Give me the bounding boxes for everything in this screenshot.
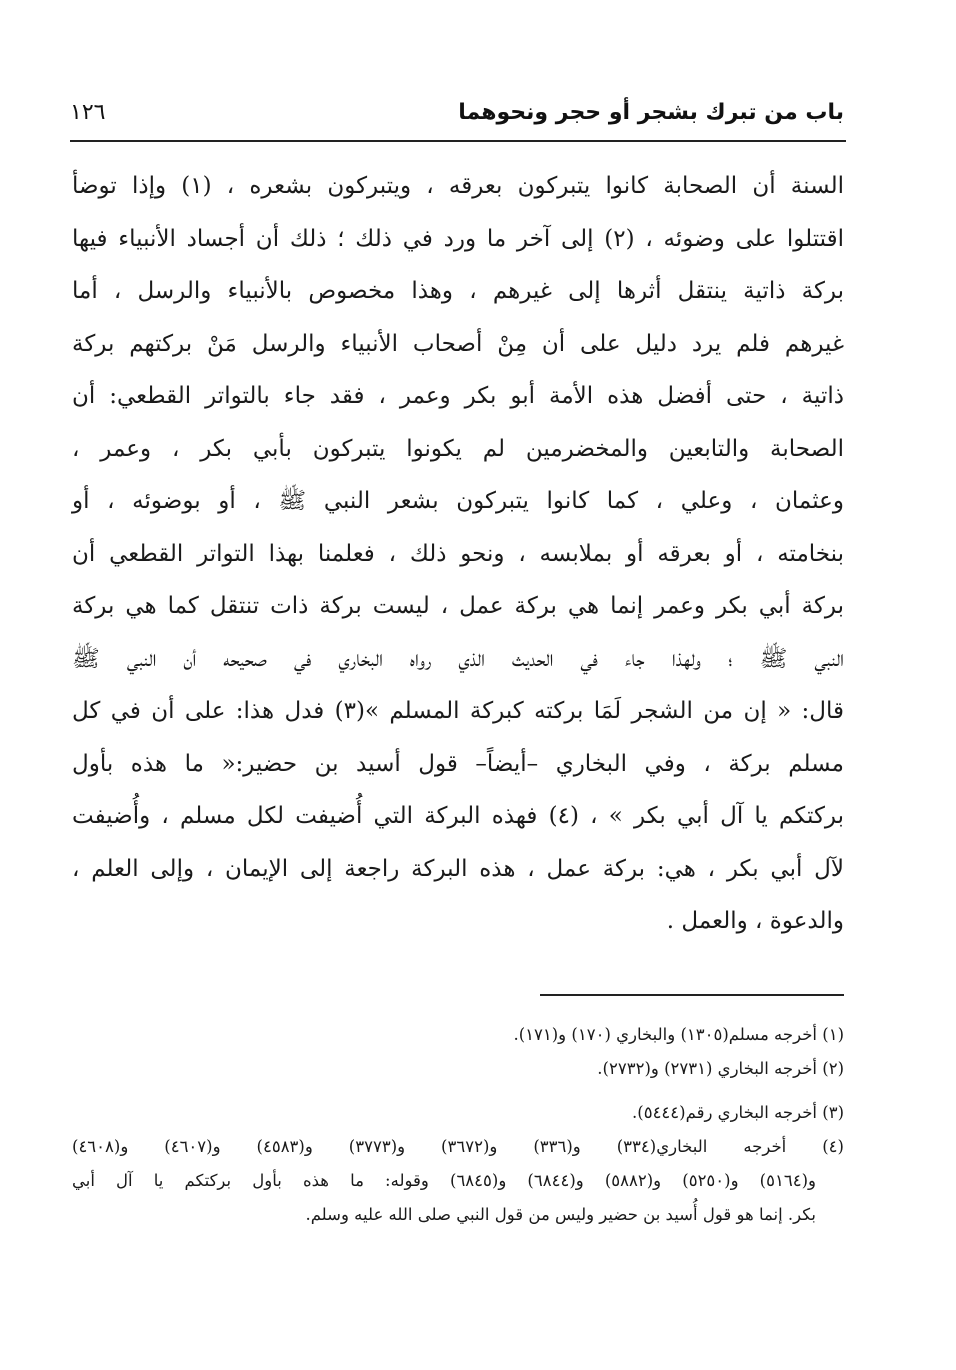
- footnote-4: (٤) أخرجه البخاري(٣٣٤) و(٣٣٦) و(٣٦٧٢) و(٣٧٧٣) و(٤٥٨٣) و(٤٦٠٧) و(٤٦٠٨): [72, 1137, 844, 1156]
- chapter-title: باب من تبرك بشجر أو حجر ونحوهما: [458, 100, 844, 125]
- text-line: الصحابة والتابعين والمخضرمين لم يكونوا يتبركون بأبي بكر ، وعمر ،: [72, 435, 844, 462]
- footnote-gap: [72, 1086, 844, 1096]
- footnote-4-continued: و(٥١٦٤) و(٥٢٥٠) و(٥٨٨٢) و(٦٨٤٤) و(٦٨٤٥) وقوله: ما هذه بأول بركتكم يا آل أبي: [72, 1171, 816, 1190]
- footnote-separator: [540, 994, 844, 996]
- text-line: ذاتية ، حتى أفضل هذه الأمة أبو بكر وعمر ، فقد جاء بالتواتر القطعي: أن: [72, 383, 844, 409]
- footnote-1: (١) أخرجه مسلم(١٣٠٥) والبخاري (١٧٠) و(١٧١).: [513, 1025, 844, 1044]
- footnote-3: (٣) أخرجه البخاري رقم(٥٤٤٤).: [632, 1103, 844, 1122]
- text-line: والدعوة ، والعمل .: [666, 908, 844, 934]
- main-text: [72, 160, 844, 948]
- header-rule: [70, 140, 846, 142]
- text-line: بركة أبي بكر وعمر إنما هي بركة عمل ، ليست بركة ذات تنتقل كما هي بركة: [72, 593, 844, 619]
- text-line: غيرهم فلم يرد دليل على أن مِنْ أصحاب الأنبياء والرسل مَنْ بركتهم بركة: [72, 330, 844, 357]
- text-line: النبي ﷺ ؛ ولهذا جاء في الحديث الذي رواه البخاري في صحيحه أن النبي ﷺ: [72, 645, 844, 672]
- text-line: لآل أبي بكر ، هي: بركة عمل ، هذه البركة راجعة إلى الإيمان ، وإلى العلم ،: [72, 855, 844, 882]
- footnotes: [72, 1018, 844, 1232]
- page-number: ١٢٦: [70, 100, 106, 125]
- text-line: اقتتلوا على وضوئه ، (٢) إلى آخر ما ورد في ذلك ؛ ذلك أن أجساد الأنبياء فيها: [72, 225, 844, 252]
- footnote-2: (٢) أخرجه البخاري (٢٧٣١) و(٢٧٣٢).: [597, 1059, 844, 1078]
- text-line: بركتكم يا آل أبي بكر » ، (٤) فهذه البركة التي أُضيفت لكل مسلم ، وأُضيفت: [72, 803, 844, 829]
- text-line: بنخامته ، أو بعرقه أو بملابسه ، ونحو ذلك ، فعلمنا بهذا التواتر القطعي أن: [72, 540, 844, 567]
- running-header: [70, 98, 844, 134]
- text-line: وعثمان ، وعلي ، كما كانوا يتبركون بشعر النبي ﷺ ، أو بوضوئه ، أو: [72, 488, 844, 514]
- text-line: السنة أن الصحابة كانوا يتبركون بعرقه ، ويتبركون بشعره ، (١) وإذا توضأ: [72, 173, 844, 199]
- text-line: قال: « إن من الشجر لَمَا بركته كبركة المسلم »(٣) فدل هذا: على أن في كل: [72, 698, 845, 724]
- footnote-4-continued: بكر. إنما هو قول أُسيد بن حضير وليس من قول النبي صلى الله عليه وسلم.: [305, 1205, 816, 1224]
- text-line: بركة ذاتية ينتقل أثرها إلى غيرهم ، وهذا مخصوص بالأنبياء والرسل ، أما: [72, 278, 844, 304]
- text-line: مسلم بركة ، وفي البخاري –أيضاً– قول أسيد بن حضير:« ما هذه بأول: [72, 750, 844, 777]
